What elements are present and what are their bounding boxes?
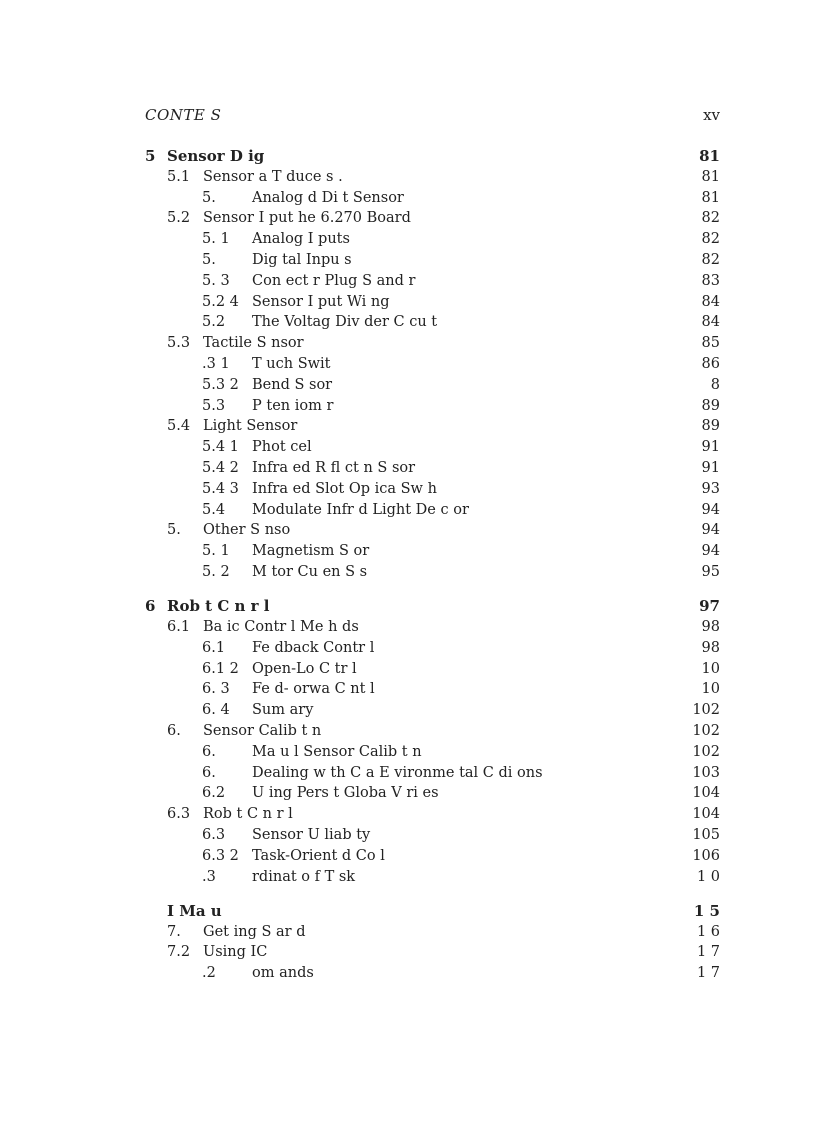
toc-sub-entry[interactable] bbox=[145, 229, 720, 250]
toc-entry-page: 94 bbox=[701, 522, 720, 539]
toc-sub-entry[interactable] bbox=[145, 700, 720, 721]
toc-sub-entry[interactable] bbox=[145, 763, 720, 784]
toc-entry-number: 6. bbox=[202, 764, 216, 781]
toc-entry-page: 91 bbox=[701, 459, 720, 476]
toc-sub-entry[interactable] bbox=[145, 500, 720, 521]
toc-sub-entry[interactable] bbox=[145, 437, 720, 458]
toc-entry-title: P ten iom r bbox=[252, 397, 334, 414]
toc-entry-title: I Ma u bbox=[167, 901, 222, 920]
toc-entry-number: 5. 1 bbox=[202, 231, 230, 248]
toc-entry-title: The Voltag Div der C cu t bbox=[252, 314, 438, 331]
toc-entry-title: Sensor D ig bbox=[167, 147, 265, 165]
toc-sub-entry[interactable] bbox=[145, 867, 720, 888]
toc-entry-page: 85 bbox=[701, 335, 720, 352]
toc-entry-title: Dealing w th C a E vironme tal C di ons bbox=[252, 764, 543, 781]
toc-sub-entry[interactable] bbox=[145, 541, 720, 562]
toc-entry-number: 5. bbox=[202, 251, 216, 268]
toc-entry-title: Fe dback Contr l bbox=[252, 639, 375, 656]
toc-entry-page: 104 bbox=[692, 806, 720, 823]
toc-entry-page: 10 bbox=[701, 681, 720, 698]
toc-entry-number: .2 bbox=[202, 965, 216, 982]
toc-entry-title: Tactile S nsor bbox=[203, 335, 304, 352]
toc-entry-title: Other S nso bbox=[203, 522, 291, 539]
toc-entry-title: Task-Orient d Co l bbox=[252, 847, 385, 864]
toc-section-entry[interactable] bbox=[145, 167, 720, 188]
toc-sub-entry[interactable] bbox=[145, 846, 720, 867]
toc-entry-number: 6.1 bbox=[167, 619, 191, 636]
toc-chapter-entry[interactable] bbox=[145, 596, 720, 617]
toc-sub-entry[interactable] bbox=[145, 312, 720, 333]
toc-entry-page: 104 bbox=[692, 785, 720, 802]
toc-entry-page: 105 bbox=[692, 827, 720, 843]
toc-entry-number: 5. bbox=[202, 189, 216, 206]
toc-section-entry[interactable] bbox=[145, 804, 720, 825]
toc-sub-entry[interactable] bbox=[145, 659, 720, 680]
toc-section-entry[interactable] bbox=[145, 416, 720, 437]
toc-section-entry[interactable] bbox=[145, 721, 720, 742]
toc-entry-number: 6.1 2 bbox=[202, 660, 239, 677]
toc-entry-title: Con ect r Plug S and r bbox=[252, 272, 416, 289]
toc-sub-entry[interactable] bbox=[145, 963, 720, 984]
toc-entry-page: 86 bbox=[701, 355, 720, 372]
toc-entry-number: 6. 4 bbox=[202, 702, 230, 719]
toc-entry-number: 5.4 1 bbox=[202, 439, 239, 456]
toc-entry-number: 5.4 bbox=[167, 418, 191, 435]
toc-entry-title: Phot cel bbox=[252, 439, 312, 456]
toc-entry-title: Sum ary bbox=[252, 702, 314, 719]
toc-entry-title: Rob t C n r l bbox=[167, 597, 270, 616]
toc-section-entry[interactable] bbox=[145, 520, 720, 541]
toc-entry-number: 5.3 2 bbox=[202, 376, 239, 393]
toc-entry-number: 7.2 bbox=[167, 944, 191, 961]
toc-entry-page: 94 bbox=[701, 543, 720, 560]
toc-entry-number: 5.4 3 bbox=[202, 480, 239, 497]
toc-entry-page: 89 bbox=[701, 418, 720, 435]
toc-entry-title: Dig tal Inpu s bbox=[252, 251, 352, 268]
toc-entry-number: 5.4 2 bbox=[202, 459, 239, 476]
toc-entry-number: 7. bbox=[167, 923, 181, 940]
toc-entry-page: 83 bbox=[701, 272, 720, 289]
toc-entry-page: 98 bbox=[701, 639, 720, 656]
toc-entry-number: 6 bbox=[145, 597, 156, 616]
toc-section-entry[interactable] bbox=[145, 617, 720, 638]
toc-entry-page: 89 bbox=[701, 397, 720, 414]
toc-entry-page: 81 bbox=[699, 147, 720, 165]
toc-sub-entry[interactable] bbox=[145, 354, 720, 375]
toc-entry-title: Get ing S ar d bbox=[203, 923, 306, 940]
toc-entry-number: 5. bbox=[167, 522, 181, 539]
toc-sub-entry[interactable] bbox=[145, 396, 720, 417]
toc-entry-page: 81 bbox=[701, 189, 720, 206]
toc-entry-number: 5. 2 bbox=[202, 563, 230, 580]
toc-chapter-entry[interactable] bbox=[145, 146, 720, 167]
toc-sub-entry[interactable] bbox=[145, 825, 720, 846]
toc-entry-page: 102 bbox=[692, 702, 720, 719]
toc-entry-title: U ing Pers t Globa V ri es bbox=[252, 785, 439, 802]
toc-sub-entry[interactable] bbox=[145, 742, 720, 763]
toc-sub-entry[interactable] bbox=[145, 375, 720, 396]
table-of-contents bbox=[145, 146, 720, 984]
toc-entry-number: 6. bbox=[167, 723, 181, 740]
toc-entry-title: Magnetism S or bbox=[252, 543, 370, 560]
running-header-title: CONTE S bbox=[145, 106, 222, 124]
toc-entry-title: Light Sensor bbox=[203, 418, 298, 435]
toc-sub-entry[interactable] bbox=[145, 783, 720, 804]
toc-entry-number: 6.3 bbox=[167, 806, 191, 823]
toc-entry-page: 103 bbox=[692, 764, 720, 781]
toc-entry-page: 102 bbox=[692, 723, 720, 740]
toc-entry-title: Sensor U liab ty bbox=[252, 827, 371, 843]
toc-entry-title: Infra ed R fl ct n S sor bbox=[252, 459, 416, 476]
toc-entry-page: 84 bbox=[701, 314, 720, 331]
toc-entry-page: 98 bbox=[701, 619, 720, 636]
toc-entry-number: 6.3 2 bbox=[202, 847, 239, 864]
toc-entry-number: 6. bbox=[202, 743, 216, 760]
toc-entry-page: 84 bbox=[701, 293, 720, 310]
toc-entry-number: .3 bbox=[202, 868, 216, 885]
toc-sub-entry[interactable] bbox=[145, 458, 720, 479]
toc-entry-title: Using IC bbox=[203, 944, 268, 961]
toc-entry-page: 102 bbox=[692, 743, 720, 760]
toc-entry-title: Ma u l Sensor Calib t n bbox=[252, 743, 422, 760]
toc-entry-title: T uch Swit bbox=[252, 355, 331, 372]
toc-entry-number: 6. 3 bbox=[202, 681, 230, 698]
toc-entry-number: 5.2 bbox=[202, 314, 226, 331]
toc-entry-page: 10 bbox=[701, 660, 720, 677]
toc-entry-title: Modulate Infr d Light De c or bbox=[252, 501, 469, 518]
toc-entry-number: 5.1 bbox=[167, 168, 191, 185]
toc-entry-number: 5. 1 bbox=[202, 543, 230, 560]
toc-entry-page: 91 bbox=[701, 439, 720, 456]
toc-chapter-entry[interactable] bbox=[145, 901, 720, 922]
toc-entry-page: 82 bbox=[701, 231, 720, 248]
toc-entry-title: rdinat o f T sk bbox=[252, 868, 356, 885]
toc-spacer bbox=[145, 887, 720, 901]
toc-section-entry[interactable] bbox=[145, 922, 720, 943]
toc-entry-number: 6.3 bbox=[202, 827, 226, 843]
toc-entry-title: Sensor I put he 6.270 Board bbox=[203, 210, 411, 227]
toc-entry-page: 106 bbox=[692, 847, 720, 864]
toc-entry-number: 5.2 4 bbox=[202, 293, 239, 310]
toc-entry-number: 5.4 bbox=[202, 501, 226, 518]
toc-section-entry[interactable] bbox=[145, 333, 720, 354]
toc-section-entry[interactable] bbox=[145, 942, 720, 963]
toc-entry-number: 5.3 bbox=[202, 397, 226, 414]
toc-entry-page: 1 5 bbox=[693, 901, 720, 920]
toc-entry-page: 82 bbox=[701, 210, 720, 227]
toc-entry-title: Sensor I put Wi ng bbox=[252, 293, 390, 310]
toc-entry-title: Sensor Calib t n bbox=[203, 723, 322, 740]
toc-sub-entry[interactable] bbox=[145, 250, 720, 271]
toc-entry-title: Fe d- orwa C nt l bbox=[252, 681, 375, 698]
toc-entry-title: Sensor a T duce s . bbox=[203, 168, 343, 185]
toc-entry-number: 6.1 bbox=[202, 639, 226, 656]
toc-entry-page: 93 bbox=[701, 480, 720, 497]
toc-entry-number: 5.2 bbox=[167, 210, 191, 227]
toc-spacer bbox=[145, 583, 720, 597]
toc-entry-title: Rob t C n r l bbox=[203, 806, 293, 823]
page-number: xv bbox=[703, 106, 720, 124]
toc-sub-entry[interactable] bbox=[145, 271, 720, 292]
toc-entry-title: om ands bbox=[252, 965, 314, 982]
toc-entry-page: 1 0 bbox=[696, 868, 720, 885]
toc-entry-title: Analog d Di t Sensor bbox=[252, 189, 404, 206]
toc-entry-number: 5 bbox=[145, 147, 156, 165]
toc-entry-page: 1 7 bbox=[696, 965, 720, 982]
toc-entry-page: 8 bbox=[710, 376, 720, 393]
toc-entry-number: .3 1 bbox=[202, 355, 230, 372]
toc-entry-page: 82 bbox=[701, 251, 720, 268]
toc-entry-title: Bend S sor bbox=[252, 376, 333, 393]
toc-entry-title: Ba ic Contr l Me h ds bbox=[203, 619, 359, 636]
toc-sub-entry[interactable] bbox=[145, 679, 720, 700]
toc-entry-title: M tor Cu en S s bbox=[252, 563, 368, 580]
toc-entry-page: 1 6 bbox=[696, 923, 720, 940]
toc-entry-title: Open-Lo C tr l bbox=[252, 660, 357, 677]
toc-entry-title: Analog I puts bbox=[252, 231, 350, 248]
toc-sub-entry[interactable] bbox=[145, 479, 720, 500]
toc-entry-page: 81 bbox=[701, 168, 720, 185]
toc-entry-number: 6.2 bbox=[202, 785, 226, 802]
toc-section-entry[interactable] bbox=[145, 208, 720, 229]
toc-entry-page: 1 7 bbox=[696, 944, 720, 961]
toc-entry-number: 5. 3 bbox=[202, 272, 230, 289]
toc-entry-page: 94 bbox=[701, 501, 720, 518]
toc-sub-entry[interactable] bbox=[145, 638, 720, 659]
toc-entry-title: Infra ed Slot Op ica Sw h bbox=[252, 480, 437, 497]
toc-sub-entry[interactable] bbox=[145, 188, 720, 209]
toc-entry-page: 97 bbox=[699, 597, 720, 616]
toc-sub-entry[interactable] bbox=[145, 292, 720, 313]
toc-entry-page: 95 bbox=[701, 563, 720, 580]
toc-entry-number: 5.3 bbox=[167, 335, 191, 352]
toc-sub-entry[interactable] bbox=[145, 562, 720, 583]
